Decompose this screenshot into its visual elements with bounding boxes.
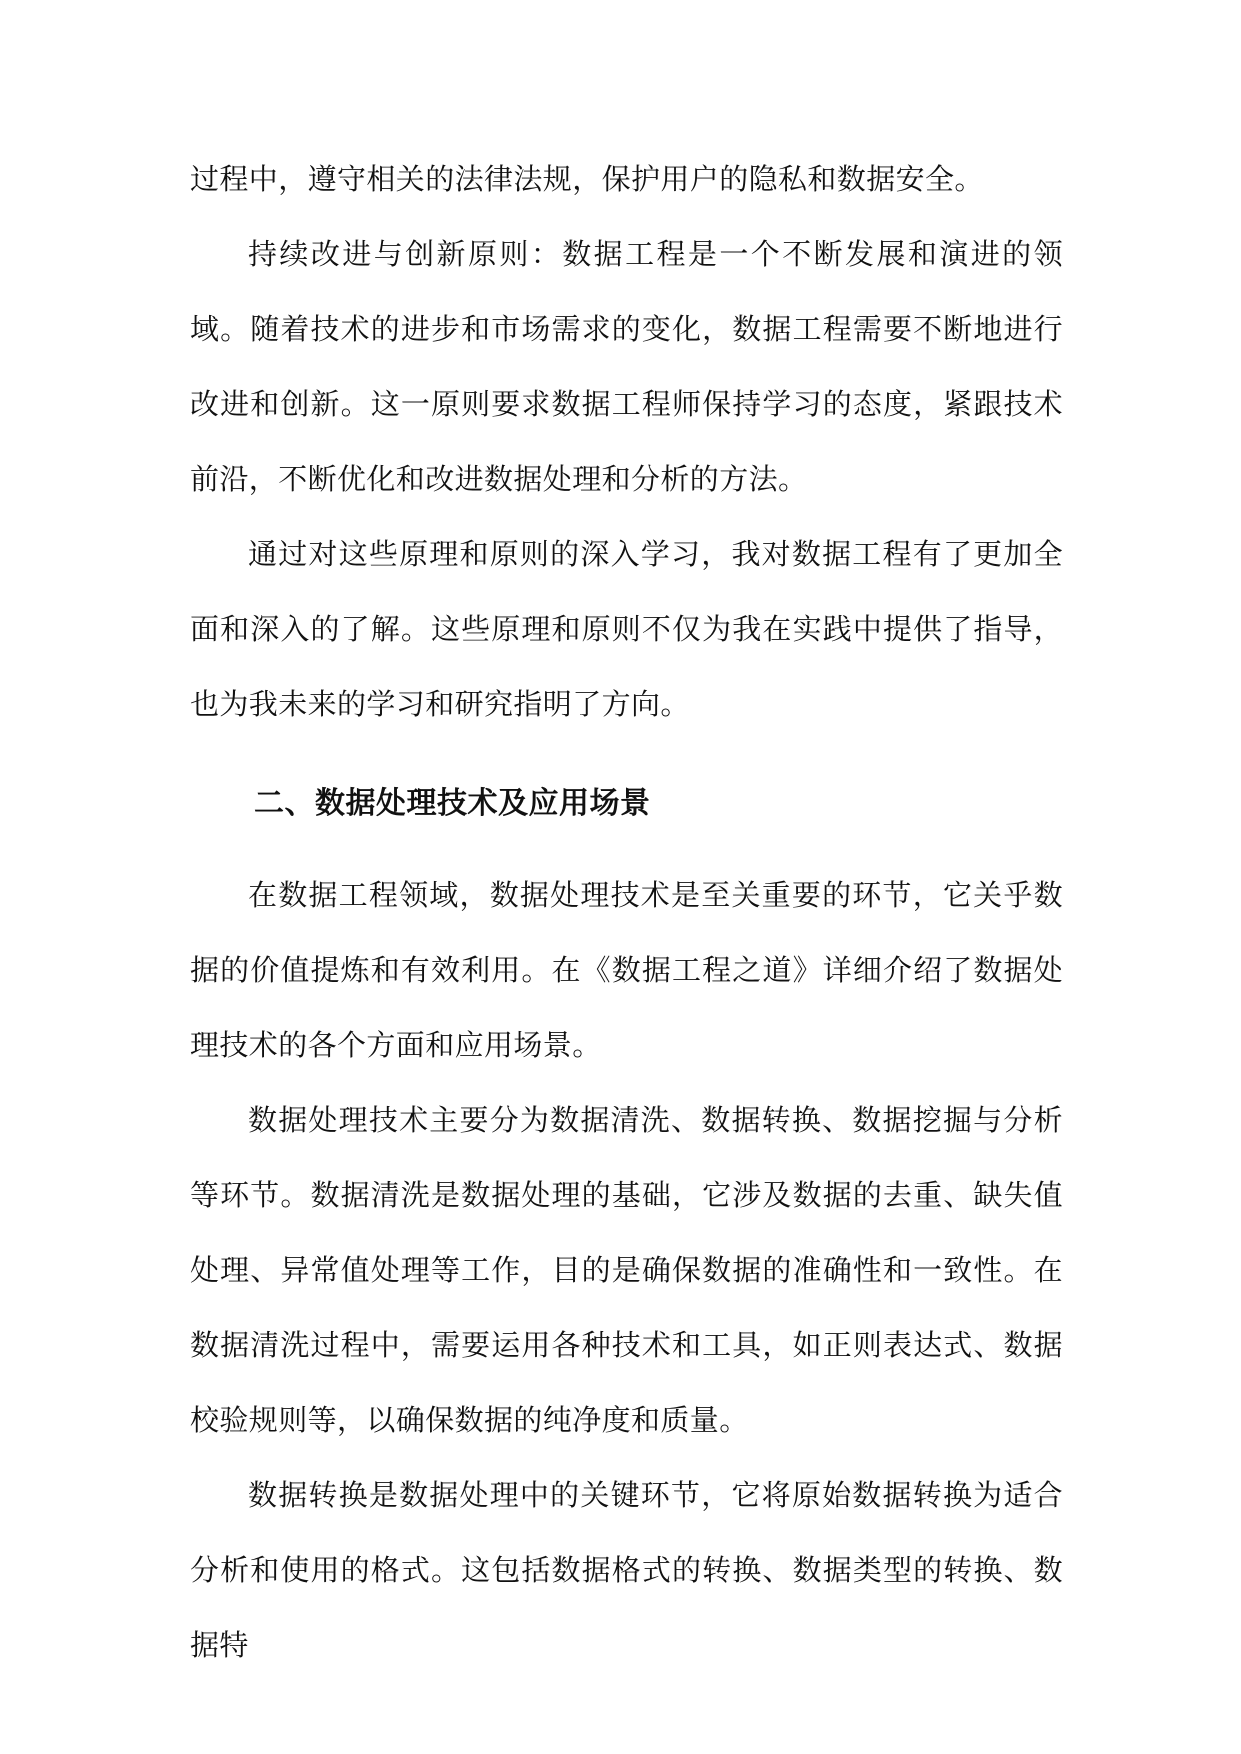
section-heading: 二、数据处理技术及应用场景 [254, 786, 651, 821]
paragraph-data-cleaning: 数据处理技术主要分为数据清洗、数据转换、数据挖掘与分析等环节。数据清洗是数据处理的基础，它涉及数据的去重、缺失值处理、异常值处理等工作，目的是确保数据的准确性和一致性。在数据清洗过程中，需要运用各种技术和工具，如正则表达式、数据校验规则等，以确保数据的纯净度和质量。 [190, 1103, 1063, 1437]
paragraph-data-transformation: 数据转换是数据处理中的关键环节，它将原始数据转换为适合分析和使用的格式。这包括数据格式的转换、数据类型的转换、数据特 [190, 1478, 1063, 1662]
paragraph-continuous-improvement: 持续改进与创新原则：数据工程是一个不断发展和演进的领域。随着技术的进步和市场需求的变化，数据工程需要不断地进行改进和创新。这一原则要求数据工程师保持学习的态度，紧跟技术前沿，不断优化和改进数据处理和分析的方法。 [190, 237, 1063, 496]
paragraph-data-processing-intro: 在数据工程领域，数据处理技术是至关重要的环节，它关乎数据的价值提炼和有效利用。在《数据工程之道》详细介绍了数据处理技术的各个方面和应用场景。 [190, 878, 1063, 1062]
paragraph-learning-summary: 通过对这些原理和原则的深入学习，我对数据工程有了更加全面和深入的了解。这些原理和原则不仅为我在实践中提供了指导，也为我未来的学习和研究指明了方向。 [190, 537, 1063, 721]
paragraph-continuation: 过程中，遵守相关的法律法规，保护用户的隐私和数据安全。 [190, 162, 984, 196]
page-body [190, 142, 1063, 1683]
